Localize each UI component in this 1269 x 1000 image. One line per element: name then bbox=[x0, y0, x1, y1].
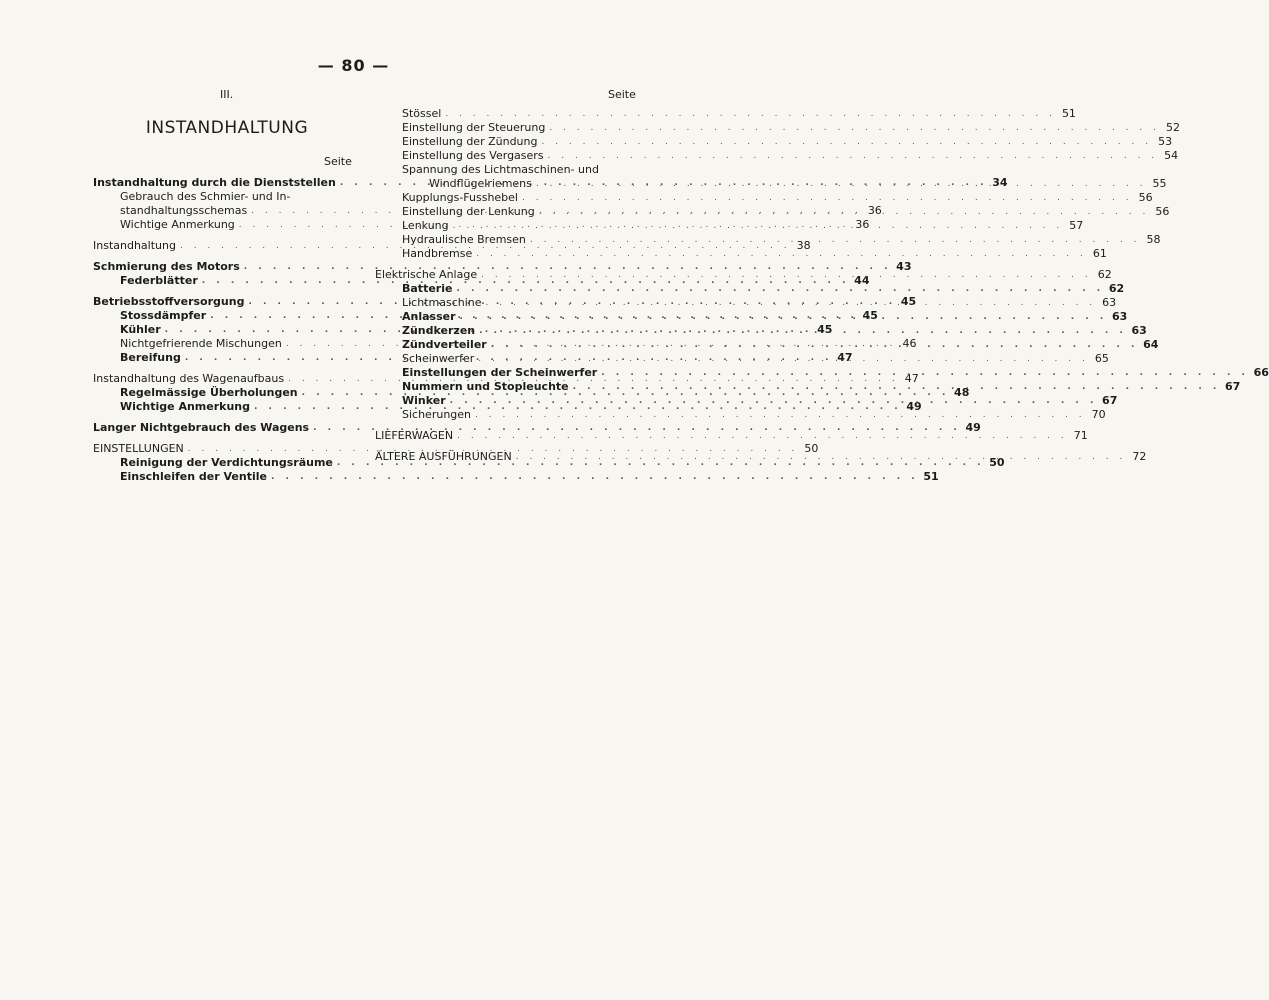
toc-entry-page: 65 bbox=[1094, 352, 1109, 365]
toc-entry-label: Kupplungs-Fusshebel bbox=[402, 191, 518, 204]
toc-leader-dots bbox=[486, 296, 1097, 310]
toc-entry-label: Einstellung des Vergasers bbox=[402, 149, 544, 162]
toc-entry-label: Nichtgefrierende Mischungen bbox=[120, 337, 282, 350]
toc-entry bbox=[93, 190, 355, 204]
toc-entry-label: Wichtige Anmerkung bbox=[120, 400, 250, 413]
toc-entry-page: 44 bbox=[854, 274, 870, 287]
toc-entry-page: 67 bbox=[1102, 394, 1118, 407]
toc-entry-label: Zündkerzen bbox=[402, 324, 476, 337]
toc-leader-dots bbox=[453, 219, 1064, 233]
toc-entry-page: 55 bbox=[1152, 177, 1167, 190]
toc-entry-label: Anlasser bbox=[402, 310, 456, 323]
seite-label-right: Seite bbox=[608, 88, 636, 101]
toc-entry-page: 52 bbox=[1165, 121, 1180, 134]
toc-leader-dots bbox=[457, 429, 1068, 443]
toc-entry-label: Instandhaltung des Wagenaufbaus bbox=[93, 372, 285, 385]
toc-leader-dots bbox=[522, 191, 1133, 205]
toc-entry bbox=[93, 421, 981, 435]
toc-entry bbox=[375, 135, 1173, 149]
toc-entry-label: EINSTELLUNGEN bbox=[93, 442, 184, 455]
toc-entry-page: 51 bbox=[1061, 107, 1076, 120]
toc-entry-page: 51 bbox=[923, 470, 939, 483]
toc-entry bbox=[375, 149, 1179, 163]
toc-entry-page: 47 bbox=[837, 351, 853, 364]
toc-entry-page: 43 bbox=[896, 260, 912, 273]
toc-entry-page: 50 bbox=[804, 442, 819, 455]
toc-entry-label: Zündverteiler bbox=[402, 338, 487, 351]
toc-entry-page: 57 bbox=[1069, 219, 1084, 232]
toc-leader-dots bbox=[450, 394, 1098, 408]
toc-entry-label: Lichtmaschine bbox=[402, 296, 482, 309]
toc-leader-dots bbox=[549, 121, 1160, 135]
toc-entry-label: Reinigung der Verdichtungsräume bbox=[120, 456, 333, 469]
toc-entry-label: Winker bbox=[402, 394, 446, 407]
toc-entry-label: Lenkung bbox=[402, 219, 449, 232]
toc-leader-dots bbox=[475, 408, 1086, 422]
toc-entry-label: Betriebsstoffversorgung bbox=[93, 295, 245, 308]
toc-entry-label: Einstellungen der Scheinwerfer bbox=[402, 366, 598, 379]
toc-entry-page: 62 bbox=[1097, 268, 1112, 281]
toc-entry-label: Elektrische Anlage bbox=[375, 268, 478, 281]
toc-entry-page: 66 bbox=[1253, 366, 1269, 379]
toc-entry-page: 45 bbox=[900, 295, 917, 308]
toc-entry-label: Langer Nichtgebrauch des Wagens bbox=[93, 421, 310, 434]
toc-entry bbox=[93, 442, 819, 456]
toc-entry-label: ÄLTERE AUSFÜHRUNGEN bbox=[375, 450, 512, 463]
toc-entry-label: Einschleifen der Ventile bbox=[120, 470, 267, 483]
toc-entry-page: 63 bbox=[1111, 310, 1128, 323]
toc-leader-dots bbox=[481, 268, 1092, 282]
toc-entry-label: Nummern und Stopleuchte bbox=[402, 380, 569, 393]
toc-leader-dots bbox=[530, 233, 1141, 247]
toc-entry-label: Einstellung der Lenkung bbox=[402, 205, 535, 218]
part-label: III. bbox=[220, 88, 234, 101]
toc-entry-page: 45 bbox=[862, 309, 878, 322]
toc-entry-page: 46 bbox=[902, 337, 917, 350]
toc-entry-label: Hydraulische Bremsen bbox=[402, 233, 526, 246]
seite-label-left: Seite bbox=[324, 155, 352, 168]
toc-entry-label: Instandhaltung bbox=[93, 239, 176, 252]
toc-entry bbox=[93, 260, 912, 274]
toc-entry-label: Kühler bbox=[120, 323, 161, 336]
toc-entry-page: 45 bbox=[817, 323, 833, 336]
toc-leader-dots bbox=[601, 366, 1249, 380]
toc-leader-dots bbox=[491, 338, 1139, 352]
toc-leader-dots bbox=[539, 205, 1150, 219]
toc-entry bbox=[375, 191, 1153, 205]
toc-leader-dots bbox=[541, 135, 1152, 149]
toc-entry-label: LIEFERWAGEN bbox=[375, 429, 454, 442]
toc-entry-page: 38 bbox=[796, 239, 811, 252]
toc-entry-page: 61 bbox=[1092, 247, 1107, 260]
toc-entry-page: 50 bbox=[989, 456, 1005, 469]
toc-entry-label: Sicherungen bbox=[402, 408, 472, 421]
toc-leader-dots bbox=[536, 177, 1147, 191]
toc-leader-dots bbox=[548, 149, 1159, 163]
toc-entry-label: Federblätter bbox=[120, 274, 198, 287]
toc-entry-label: Stossdämpfer bbox=[120, 309, 207, 322]
toc-entry-page: 70 bbox=[1091, 408, 1106, 421]
toc-leader-dots bbox=[445, 107, 1056, 121]
toc-entry-label: Handbremse bbox=[402, 247, 473, 260]
toc-leader-dots bbox=[516, 450, 1127, 464]
toc-leader-dots bbox=[271, 470, 919, 484]
page-number: — 80 — bbox=[317, 56, 390, 75]
toc-entry bbox=[375, 121, 1180, 135]
toc-entry-label: Bereifung bbox=[120, 351, 181, 364]
toc-entry-label: Windflügelriemens bbox=[429, 177, 532, 190]
toc-leader-dots bbox=[476, 247, 1087, 261]
toc-entry-page: 49 bbox=[965, 421, 981, 434]
toc-entry-page: 48 bbox=[954, 386, 970, 399]
toc-entry-page: 67 bbox=[1225, 380, 1241, 393]
toc-leader-dots bbox=[478, 352, 1089, 366]
toc-leader-dots bbox=[460, 310, 1108, 324]
toc-entry-label: Batterie bbox=[402, 282, 453, 295]
toc-entry-page: 63 bbox=[1102, 296, 1117, 309]
toc-entry-label: Wichtige Anmerkung bbox=[120, 218, 235, 231]
toc-entry bbox=[375, 163, 637, 177]
toc-entry-page: 64 bbox=[1143, 338, 1159, 351]
toc-entry-page: 58 bbox=[1146, 233, 1161, 246]
toc-entry bbox=[375, 429, 1088, 443]
toc-entry-label: Instandhaltung durch die Dienststellen bbox=[93, 176, 336, 189]
toc-entry-page: 63 bbox=[1131, 324, 1147, 337]
toc-entry bbox=[375, 408, 1106, 422]
toc-leader-dots bbox=[573, 380, 1221, 394]
toc-entry-label: Regelmässige Überholungen bbox=[120, 386, 298, 399]
toc-entry-page: 56 bbox=[1155, 205, 1170, 218]
toc-entry-page: 71 bbox=[1073, 429, 1088, 442]
toc-entry bbox=[93, 470, 939, 484]
toc-leader-dots bbox=[456, 282, 1104, 296]
toc-entry-page: 53 bbox=[1158, 135, 1173, 148]
toc-entry-label: Gebrauch des Schmier- und In- bbox=[120, 190, 291, 203]
toc-entry bbox=[375, 107, 1076, 121]
toc-entry-page: 56 bbox=[1138, 191, 1153, 204]
toc-entry-page: 36 bbox=[867, 204, 882, 217]
section-title: INSTANDHALTUNG bbox=[145, 118, 309, 138]
toc-entry-page: 49 bbox=[906, 400, 922, 413]
toc-entry-page: 36 bbox=[855, 218, 870, 231]
toc-entry-label: Einstellung der Zündung bbox=[402, 135, 538, 148]
toc-entry-label: standhaltungsschemas bbox=[120, 204, 248, 217]
toc-entry-label: Einstellung der Steuerung bbox=[402, 121, 546, 134]
toc-entry-page: 72 bbox=[1132, 450, 1147, 463]
toc-entry-page: 54 bbox=[1164, 149, 1179, 162]
toc-entry-label: Schmierung des Motors bbox=[93, 260, 240, 273]
toc-entry-label: Spannung des Lichtmaschinen- und bbox=[402, 163, 599, 176]
toc-entry bbox=[375, 282, 1125, 296]
toc-entry-page: 62 bbox=[1108, 282, 1125, 295]
toc-entry-page: 47 bbox=[904, 372, 919, 385]
toc-entry-page: 34 bbox=[992, 176, 1008, 189]
toc-entry-label: Stössel bbox=[402, 107, 442, 120]
toc-leader-dots bbox=[479, 324, 1127, 338]
toc-entry bbox=[375, 247, 1107, 261]
toc-entry-label: Scheinwerfer bbox=[402, 352, 475, 365]
